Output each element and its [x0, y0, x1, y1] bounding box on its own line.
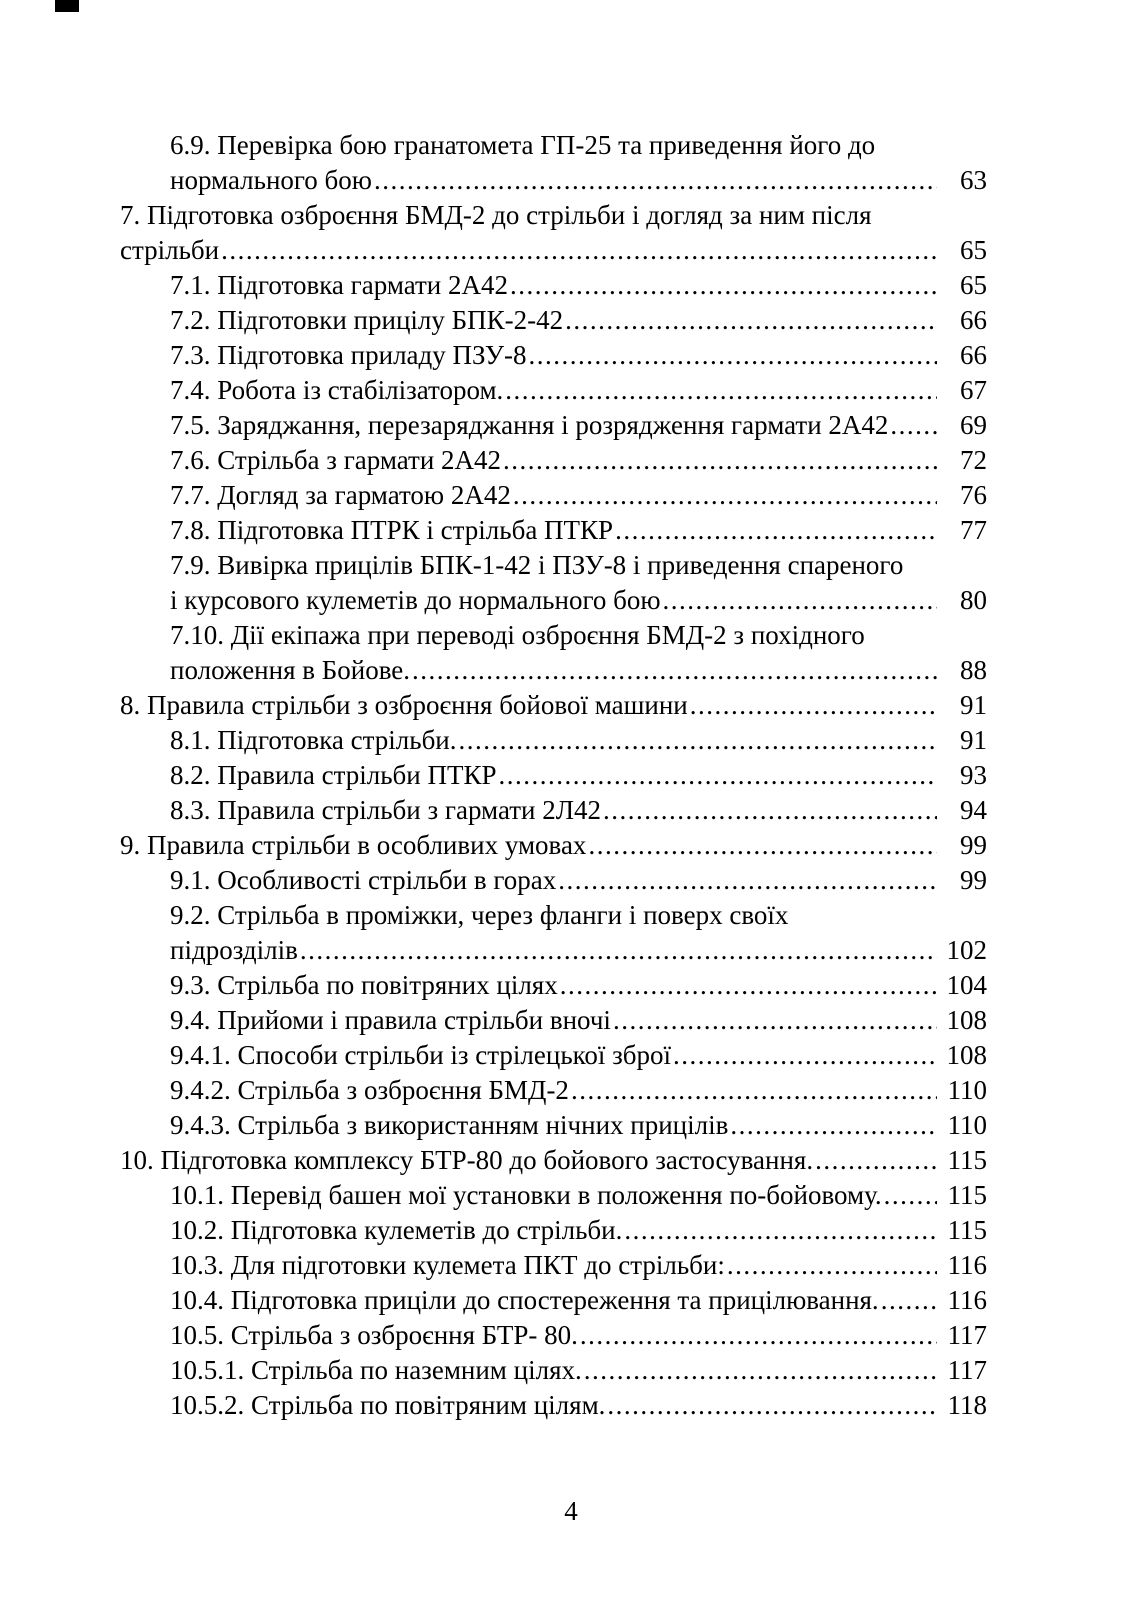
toc-entry-line	[170, 1388, 987, 1423]
toc-page-number: 118	[947, 1390, 987, 1420]
scan-artifact-mark	[55, 0, 79, 12]
toc-entry	[120, 1283, 987, 1318]
toc-entry-text: нормального бою	[170, 165, 372, 195]
toc-entry-line	[170, 968, 987, 1003]
toc-dot-leader	[730, 1108, 937, 1143]
toc-dot-leader	[663, 583, 937, 618]
toc-entry-text: 9. Правила стрільби в особливих умовах	[120, 830, 587, 860]
toc-entry	[120, 898, 987, 968]
toc-entry-line	[170, 583, 987, 618]
toc-page-number: 115	[947, 1145, 987, 1175]
toc-page-number: 108	[946, 1005, 987, 1035]
toc-entry-text: 9.1. Особливості стрільби в горах	[170, 865, 557, 895]
toc-page-number: 104	[946, 970, 987, 1000]
toc-entry-line	[170, 1108, 987, 1143]
toc-entry-line	[120, 1143, 987, 1178]
toc-entry-text: 7.10. Дії екіпажа при переводі озброєння БМД-2 з похідного	[170, 620, 865, 650]
toc-entry-line	[120, 688, 987, 723]
toc-entry-text: 7.4. Робота із стабілізатором.	[170, 375, 504, 405]
toc-entry	[120, 408, 987, 443]
toc-entry-line	[170, 1248, 987, 1283]
toc-entry-text: 8.2. Правила стрільби ПТКР	[170, 760, 497, 790]
toc-entry-text: 7.5. Заряджання, перезаряджання і розрядження гармати 2А42	[170, 410, 889, 440]
toc-entry-line	[170, 478, 987, 513]
toc-entry-text: 10.1. Перевід башен мої установки в положення по-бойовому.	[170, 1180, 882, 1210]
toc-entry-line	[170, 548, 987, 583]
toc-page-number: 110	[947, 1075, 987, 1105]
toc-page-number: 77	[960, 515, 987, 545]
toc-dot-leader	[613, 1003, 937, 1038]
toc-dot-leader	[603, 793, 937, 828]
toc-entry-line	[120, 233, 987, 268]
toc-page-number: 116	[947, 1285, 987, 1315]
toc-entry	[120, 863, 987, 898]
toc-entry-text: 6.9. Перевірка бою гранатомета ГП-25 та приведення його до	[170, 130, 876, 160]
toc-dot-leader	[374, 163, 937, 198]
toc-entry-text: стрільби	[120, 235, 220, 265]
toc-dot-leader	[673, 1038, 937, 1073]
toc-entry-text: 7.6. Стрільба з гармати 2А42	[170, 445, 502, 475]
toc-entry	[120, 793, 987, 828]
toc-page-number: 117	[947, 1320, 987, 1350]
toc-entry	[120, 1353, 987, 1388]
toc-entry	[120, 1213, 987, 1248]
toc-dot-leader	[615, 513, 937, 548]
toc-entry-line	[170, 618, 987, 653]
toc-entry	[120, 1318, 987, 1353]
toc-dot-leader	[221, 233, 937, 268]
toc-entry-line	[170, 303, 987, 338]
toc-entry	[120, 513, 987, 548]
toc-entry	[120, 1108, 987, 1143]
toc-dot-leader	[624, 1213, 937, 1248]
toc-dot-leader	[459, 723, 937, 758]
toc-entry-text: 7.1. Підготовка гармати 2А42	[170, 270, 509, 300]
toc-entry-line	[170, 128, 987, 163]
toc-dot-leader	[499, 758, 938, 793]
toc-page-number: 66	[960, 305, 987, 335]
toc-entry-line	[170, 373, 987, 408]
toc-page-number: 102	[946, 935, 987, 965]
toc-entry-text: 7. Підготовка озброєння БМД-2 до стрільби і догляд за ним після	[120, 200, 872, 230]
toc-entry-line	[170, 1318, 987, 1353]
toc-dot-leader	[890, 408, 937, 443]
toc-page-number: 67	[960, 375, 987, 405]
toc-entry-line	[170, 338, 987, 373]
toc-entry-text: 10.5.2. Стрільба по повітряним цілям.	[170, 1390, 606, 1420]
toc-entry-text: 10.3. Для підготовки кулемета ПКТ до стрільби:	[170, 1250, 725, 1280]
toc-entry-line	[170, 653, 987, 688]
toc-entry-text: 10.5.1. Стрільба по наземним цілях.	[170, 1355, 582, 1385]
toc-entry-line	[170, 1283, 987, 1318]
toc-entry	[120, 618, 987, 688]
toc-page-number: 93	[960, 760, 987, 790]
toc-entry-text: положення в Бойове.	[170, 655, 411, 685]
document-page	[120, 128, 987, 1423]
toc-entry-line	[170, 898, 987, 933]
toc-entry	[120, 1038, 987, 1073]
toc-entry	[120, 688, 987, 723]
toc-page-number: 91	[960, 690, 987, 720]
toc-entry-text: 9.3. Стрільба по повітряних цілях	[170, 970, 558, 1000]
toc-page-number: 76	[960, 480, 987, 510]
page-footer	[0, 1494, 1142, 1529]
toc-dot-leader	[510, 268, 937, 303]
toc-list	[120, 128, 987, 1423]
toc-entry	[120, 338, 987, 373]
toc-entry	[120, 828, 987, 863]
toc-dot-leader	[412, 653, 937, 688]
toc-dot-leader	[505, 373, 937, 408]
toc-entry-line	[170, 408, 987, 443]
toc-dot-leader	[571, 1073, 937, 1108]
toc-entry-text: 10.4. Підготовка приціли до спостереження та прицілювання.	[170, 1285, 879, 1315]
toc-entry	[120, 968, 987, 1003]
toc-entry-text: 10. Підготовка комплексу БТР-80 до бойового застосування.	[120, 1145, 814, 1175]
toc-page-number: 116	[947, 1250, 987, 1280]
toc-page-number: 99	[960, 865, 987, 895]
toc-dot-leader	[690, 688, 937, 723]
toc-entry-text: підрозділів	[170, 935, 298, 965]
footer-page-number: 4	[564, 1496, 578, 1526]
toc-entry	[120, 723, 987, 758]
toc-entry-text: 8. Правила стрільби з озброєння бойової машини	[120, 690, 688, 720]
toc-page-number: 88	[960, 655, 987, 685]
toc-entry-text: і курсового кулеметів до нормального бою	[170, 585, 661, 615]
toc-entry	[120, 1388, 987, 1423]
toc-dot-leader	[588, 828, 937, 863]
toc-entry-line	[170, 443, 987, 478]
toc-entry-text: 9.4.2. Стрільба з озброєння БМД-2	[170, 1075, 569, 1105]
toc-page-number: 66	[960, 340, 987, 370]
toc-entry-text: 9.2. Стрільба в проміжки, через фланги і поверх своїх	[170, 900, 789, 930]
toc-entry	[120, 373, 987, 408]
toc-entry-text: 9.4. Прийоми і правила стрільби вночі	[170, 1005, 611, 1035]
toc-page-number: 80	[960, 585, 987, 615]
toc-page-number: 91	[960, 725, 987, 755]
toc-page-number: 115	[947, 1215, 987, 1245]
toc-entry	[120, 1003, 987, 1038]
toc-entry-text: 7.7. Догляд за гарматою 2А42	[170, 480, 511, 510]
toc-dot-leader	[584, 1353, 937, 1388]
toc-entry-line	[120, 198, 987, 233]
toc-entry-text: 9.4.3. Стрільба з використанням нічних прицілів	[170, 1110, 729, 1140]
toc-dot-leader	[560, 968, 937, 1003]
toc-page-number: 72	[960, 445, 987, 475]
toc-page-number: 63	[960, 165, 987, 195]
toc-entry-line	[170, 1073, 987, 1108]
toc-dot-leader	[558, 863, 937, 898]
toc-page-number: 117	[947, 1355, 987, 1385]
toc-entry-line	[170, 163, 987, 198]
toc-dot-leader	[503, 443, 937, 478]
toc-dot-leader	[513, 478, 937, 513]
toc-page-number: 65	[960, 235, 987, 265]
toc-entry-line	[170, 1038, 987, 1073]
toc-dot-leader	[884, 1178, 937, 1213]
toc-entry-line	[120, 828, 987, 863]
toc-page-number: 99	[960, 830, 987, 860]
toc-entry-line	[170, 933, 987, 968]
toc-entry-text: 7.9. Вивірка прицілів БПК-1-42 і ПЗУ-8 і приведення спареного	[170, 550, 904, 580]
toc-page-number: 69	[960, 410, 987, 440]
toc-dot-leader	[565, 303, 937, 338]
toc-entry-text: 8.3. Правила стрільби з гармати 2Л42	[170, 795, 602, 825]
toc-entry-text: 7.2. Підготовки прицілу БПК-2-42	[170, 305, 564, 335]
toc-entry	[120, 1073, 987, 1108]
toc-entry-text: 10.5. Стрільба з озброєння БТР- 80.	[170, 1320, 578, 1350]
toc-page-number: 110	[947, 1110, 987, 1140]
toc-entry-line	[170, 1178, 987, 1213]
toc-entry-text: 8.1. Підготовка стрільби.	[170, 725, 457, 755]
toc-entry	[120, 303, 987, 338]
toc-entry-line	[170, 723, 987, 758]
toc-dot-leader	[300, 933, 937, 968]
toc-entry	[120, 268, 987, 303]
toc-entry-line	[170, 1003, 987, 1038]
toc-entry-line	[170, 513, 987, 548]
toc-entry	[120, 128, 987, 198]
toc-entry	[120, 443, 987, 478]
toc-entry-text: 9.4.1. Способи стрільби із стрілецької зброї	[170, 1040, 672, 1070]
toc-entry-text: 7.8. Підготовка ПТРК і стрільба ПТКР	[170, 515, 614, 545]
toc-dot-leader	[607, 1388, 937, 1423]
toc-page-number: 108	[946, 1040, 987, 1070]
toc-entry	[120, 548, 987, 618]
toc-page-number: 65	[960, 270, 987, 300]
toc-dot-leader	[881, 1283, 937, 1318]
toc-entry-line	[170, 758, 987, 793]
toc-entry-line	[170, 1353, 987, 1388]
toc-entry-line	[170, 1213, 987, 1248]
toc-entry-line	[170, 268, 987, 303]
toc-page-number: 94	[960, 795, 987, 825]
toc-dot-leader	[580, 1318, 937, 1353]
toc-dot-leader	[727, 1248, 937, 1283]
toc-entry-text: 7.3. Підготовка приладу ПЗУ-8	[170, 340, 527, 370]
toc-entry-text: 10.2. Підготовка кулеметів до стрільби.	[170, 1215, 623, 1245]
toc-entry	[120, 1248, 987, 1283]
toc-entry-line	[170, 863, 987, 898]
toc-page-number: 115	[947, 1180, 987, 1210]
toc-entry	[120, 198, 987, 268]
toc-entry	[120, 1178, 987, 1213]
toc-entry	[120, 478, 987, 513]
toc-entry	[120, 1143, 987, 1178]
toc-entry	[120, 758, 987, 793]
toc-entry-line	[170, 793, 987, 828]
toc-dot-leader	[528, 338, 937, 373]
toc-dot-leader	[815, 1143, 937, 1178]
